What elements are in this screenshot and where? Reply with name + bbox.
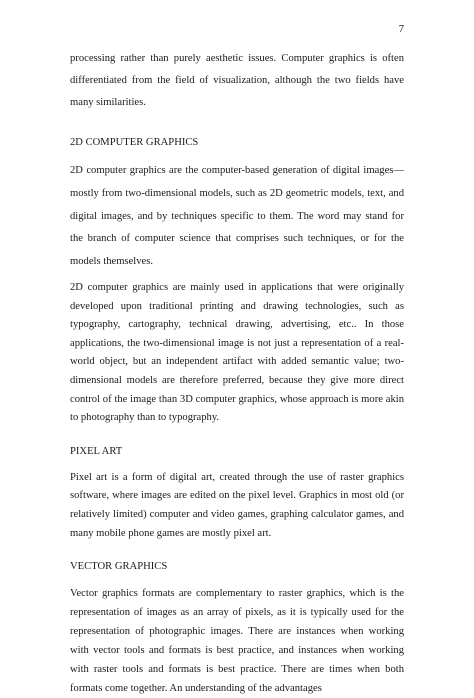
section-heading-vector-graphics: VECTOR GRAPHICS <box>70 561 168 573</box>
section-heading-2d-computer-graphics: 2D COMPUTER GRAPHICS <box>70 137 199 148</box>
page-number: 7 <box>398 24 404 35</box>
paragraph-2d-graphics-applications: 2D computer graphics are mainly used in applications that were originally developed upon traditional printing and drawing technologies, such as typography, cartography, technical drawing, advertising, etc.. In those applications, the two-dimensional image is not just a representation of a real-world object, but an independent artifact with added semantic value; two-dimensional models are therefore preferred, because they give more direct control of the image than 3D computer graphics, whose approach is more akin to photography than to typography. <box>70 281 404 424</box>
paragraph-2d-graphics-definition: 2D computer graphics are the computer-based generation of digital images—mostly from two-dimensional models, such as 2D geometric models, text, and digital images, and by techniques specific to them. The word may stand for the branch of computer science that comprises such techniques, or for the models themselves. <box>70 165 404 268</box>
paragraph-vector-graphics: Vector graphics formats are complementary to raster graphics, which is the representation of images as an array of pixels, as it is typically used for the representation of photographic images. There are instances when working with vector tools and formats is best practice, and instances when working with raster tools and formats is best practice. There are times when both formats come together. An understanding of the advantages <box>70 588 404 695</box>
paragraph-pixel-art: Pixel art is a form of digital art, created through the use of raster graphics software, where images are edited on the pixel level. Graphics in most old (or relatively limited) computer and video games, graphing calculator games, and many mobile phone games are mostly pixel art. <box>70 471 404 539</box>
intro-paragraph: processing rather than purely aesthetic issues. Computer graphics is often differentiated from the field of visualization, although the two fields have many similarities. <box>70 53 404 108</box>
page-body <box>70 48 404 698</box>
section-heading-pixel-art: PIXEL ART <box>70 445 123 457</box>
